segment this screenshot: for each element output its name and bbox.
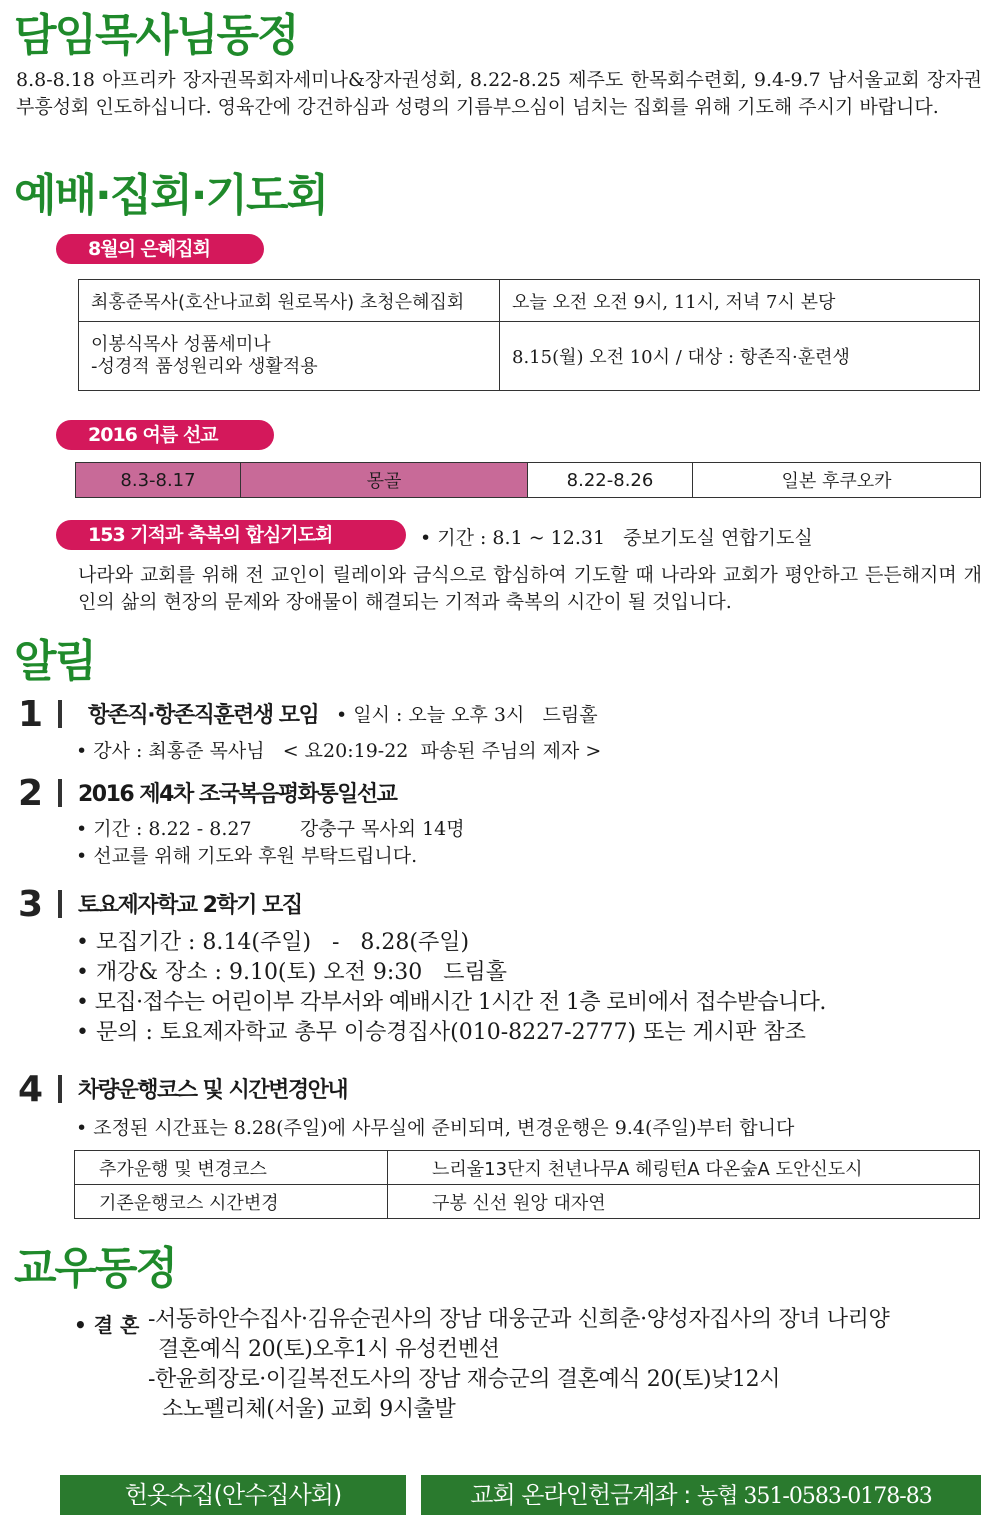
prayer-label: 153 기적과 축복의 합심기도회 — [56, 520, 406, 550]
grace-row-name-line2: -성경적 품성원리와 생활적용 — [91, 356, 318, 377]
members-heading: 교우동정 — [14, 1243, 177, 1294]
grace-row — [79, 280, 980, 322]
notice-title: 토요제자학교 2학기 모집 — [78, 893, 302, 918]
notice-bullet: • 모집기간 : 8.14(주일) - 8.28(주일) — [76, 930, 470, 955]
grace-row-name — [79, 322, 500, 391]
pastor-heading: 담임목사님동정 — [14, 10, 298, 61]
members-line: 결혼예식 20(토)오후1시 유성컨벤션 — [158, 1337, 500, 1362]
bus-row-name: 기존운행코스 시간변경 — [75, 1185, 388, 1219]
bus-table — [74, 1150, 980, 1219]
mission-table — [75, 462, 981, 498]
members-line: -서동하안수집사·김유순권사의 장남 대웅군과 신희춘·양성자집사의 장녀 나리양 — [148, 1307, 890, 1332]
notice-bullet: • 강사 : 최홍준 목사님 < 요20:19-22 파송된 주님의 제자 > — [76, 740, 602, 762]
notice-title: 차량운행코스 및 시간변경안내 — [78, 1078, 348, 1103]
grace-row — [79, 322, 980, 391]
footer-clothes-box: 헌옷수집(안수집사회) — [60, 1475, 406, 1515]
members-lines — [148, 1305, 889, 1425]
members-line: -한윤희장로·이길복전도사의 장남 재승군의 결혼예식 20(토)낮12시 — [148, 1367, 781, 1392]
notice-inline: • 일시 : 오늘 오후 3시 드림홀 — [336, 704, 598, 726]
mission-cell: 일본 후쿠오카 — [693, 463, 981, 498]
notice-number: 1 — [18, 694, 44, 735]
mission-label: 2016 여름 선교 — [56, 420, 274, 450]
mission-cell: 몽골 — [241, 463, 528, 498]
notice-bullet: • 조정된 시간표는 8.28(주일)에 사무실에 준비되며, 변경운행은 9.4(주일)부터 합니다 — [76, 1117, 795, 1139]
notice-title: 항존직·항존직훈련생 모임 — [88, 703, 319, 728]
notice-title: 2016 제4차 조국복음평화통일선교 — [78, 782, 397, 807]
notice-divider — [58, 1075, 62, 1103]
grace-row-name: 최홍준목사(호산나교회 원로목사) 초청은혜집회 — [79, 280, 500, 322]
notice-bullet: • 개강& 장소 : 9.10(토) 오전 9:30 드림홀 — [76, 960, 507, 985]
notice-number: 4 — [18, 1069, 44, 1110]
notice-bullet: • 문의 : 토요제자학교 총무 이승경집사(010-8227-2777) 또는 게시판 참조 — [76, 1020, 806, 1045]
notice-divider — [58, 779, 62, 807]
mission-row — [76, 463, 981, 498]
members-line: 소노펠리체(서울) 교회 9시출발 — [162, 1397, 456, 1422]
grace-row-name-line1: 이봉식목사 성품세미나 — [91, 334, 271, 355]
grace-row-detail: 8.15(월) 오전 10시 / 대상 : 항존직·훈련생 — [500, 322, 980, 391]
bus-row — [75, 1185, 980, 1219]
mission-cell: 8.3-8.17 — [76, 463, 241, 498]
notice-bullet: • 기간 : 8.22 - 8.27 강충구 목사외 14명 — [76, 818, 465, 840]
bus-row-detail: 구봉 신선 원앙 대자연 — [388, 1185, 980, 1219]
grace-label: 8월의 은혜집회 — [56, 234, 264, 264]
footer-offering-box — [421, 1475, 981, 1515]
notice-bullet: • 모집·접수는 어린이부 각부서와 예배시간 1시간 전 1층 로비에서 접수받습니다. — [76, 990, 826, 1015]
notice-bullet: • 선교를 위해 기도와 후원 부탁드립니다. — [76, 845, 418, 867]
grace-row-detail: 오늘 오전 오전 9시, 11시, 저녁 7시 본당 — [500, 280, 980, 322]
members-label: • 결 혼 — [74, 1313, 140, 1337]
pastor-text: 8.8-8.18 아프리카 장자권목회자세미나&장자권성회, 8.22-8.25 제주도 한목회수련회, 9.4-9.7 남서울교회 장자권부흥성회 인도하십니다. 영육간에 강건하심과 성령의 기름부으심이 넘치는 집회를 위해 기도해 주시기 바랍니다. — [16, 69, 982, 118]
notice-divider — [58, 700, 62, 728]
grace-table — [78, 279, 980, 391]
worship-heading: 예배·집회·기도회 — [14, 170, 327, 221]
prayer-text: 나라와 교회를 위해 전 교인이 릴레이와 금식으로 합심하여 기도할 때 나라와 교회가 평안하고 든든해지며 개인의 삶의 현장의 문제와 장애물이 해결되는 기적과 축복의 시간이 될 것입니다. — [78, 564, 982, 613]
bus-row-detail: 느리울13단지 천년나무A 헤링턴A 다온숲A 도안신도시 — [388, 1151, 980, 1185]
notice-divider — [58, 890, 62, 918]
notice-heading: 알림 — [14, 636, 96, 687]
notice-number: 2 — [18, 773, 44, 814]
bus-row — [75, 1151, 980, 1185]
notice-number: 3 — [18, 884, 44, 925]
footer-account-number: 농협 351-0583-0178-83 — [696, 1484, 932, 1509]
footer-offering-label: 교회 온라인헌금계좌 : — [470, 1481, 697, 1509]
mission-cell: 8.22-8.26 — [528, 463, 693, 498]
prayer-period: • 기간 : 8.1 ~ 12.31 중보기도실 연합기도실 — [420, 527, 813, 549]
bus-row-name: 추가운행 및 변경코스 — [75, 1151, 388, 1185]
